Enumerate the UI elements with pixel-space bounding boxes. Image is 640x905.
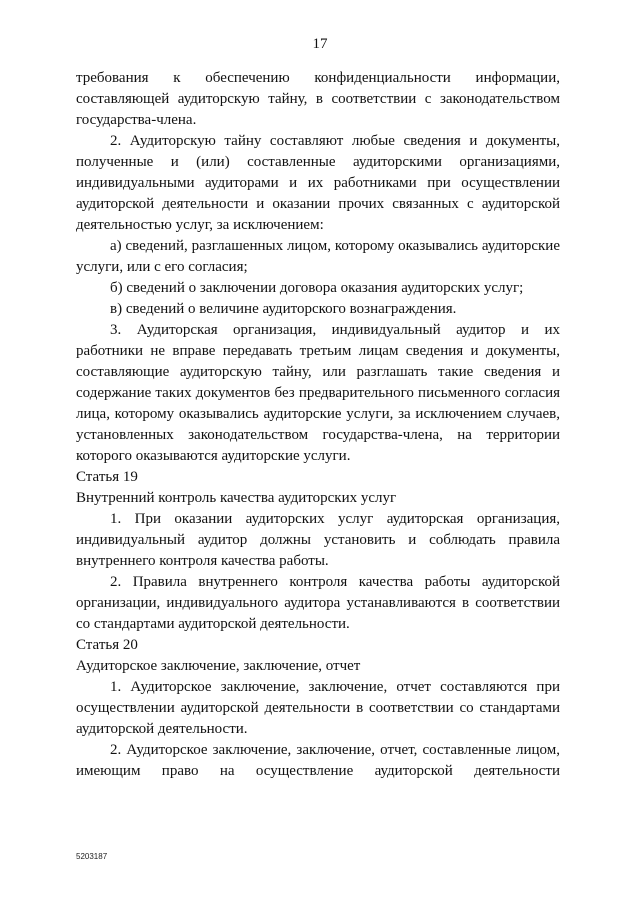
paragraph-item-b: б) сведений о заключении договора оказания аудиторских услуг; [110,280,524,296]
article-20-title: Аудиторское заключение, заключение, отчет [76,658,361,674]
document-code: 5203187 [76,852,108,861]
paragraph-clause-3: 3. Аудиторская организация, индивидуальный аудитор и их работники не вправе передавать третьим лицам сведения и документы, составляющие аудиторскую тайну, или разглашать такие сведения и содержание таких документов без предварительного письменного согласия лица, которому оказывались аудиторские услуги, за исключением случаев, установленных законодательством государства-члена, на территории которого оказываются аудиторские услуги. [76,322,560,464]
paragraph-item-a: а) сведений, разглашенных лицом, которому оказывались аудиторские услуги, или с его согласия; [76,238,560,275]
paragraph-continuation: требования к обеспечению конфиденциальности информации, составляющей аудиторскую тайну, в соответствии с законодательством государства-члена. [76,70,560,128]
document-body [76,68,560,782]
page-number: 17 [312,36,328,52]
article-20-paragraph-2: 2. Аудиторское заключение, заключение, отчет, составленные лицом, имеющим право на осуществление аудиторской деятельности [76,742,560,779]
paragraph-clause-2: 2. Аудиторскую тайну составляют любые сведения и документы, полученные и (или) составленные аудиторскими организациями, индивидуальными аудиторами и их работниками при осуществлении аудиторской деятельности и оказании прочих связанных с аудиторской деятельностью услуг, за исключением: [76,133,560,233]
article-19-number: Статья 19 [76,469,138,485]
paragraph-item-v: в) сведений о величине аудиторского вознаграждения. [110,301,457,317]
article-19-title: Внутренний контроль качества аудиторских услуг [76,490,397,506]
article-20-number: Статья 20 [76,637,138,653]
article-20-paragraph-1: 1. Аудиторское заключение, заключение, отчет составляются при осуществлении аудиторской деятельности в соответствии со стандартами аудиторской деятельности. [76,679,560,737]
article-19-paragraph-1: 1. При оказании аудиторских услуг аудиторская организация, индивидуальный аудитор должны установить и соблюдать правила внутреннего контроля качества работы. [76,511,560,569]
article-19-paragraph-2: 2. Правила внутреннего контроля качества работы аудиторской организации, индивидуального аудитора устанавливаются в соответствии со стандартами аудиторской деятельности. [76,574,560,632]
